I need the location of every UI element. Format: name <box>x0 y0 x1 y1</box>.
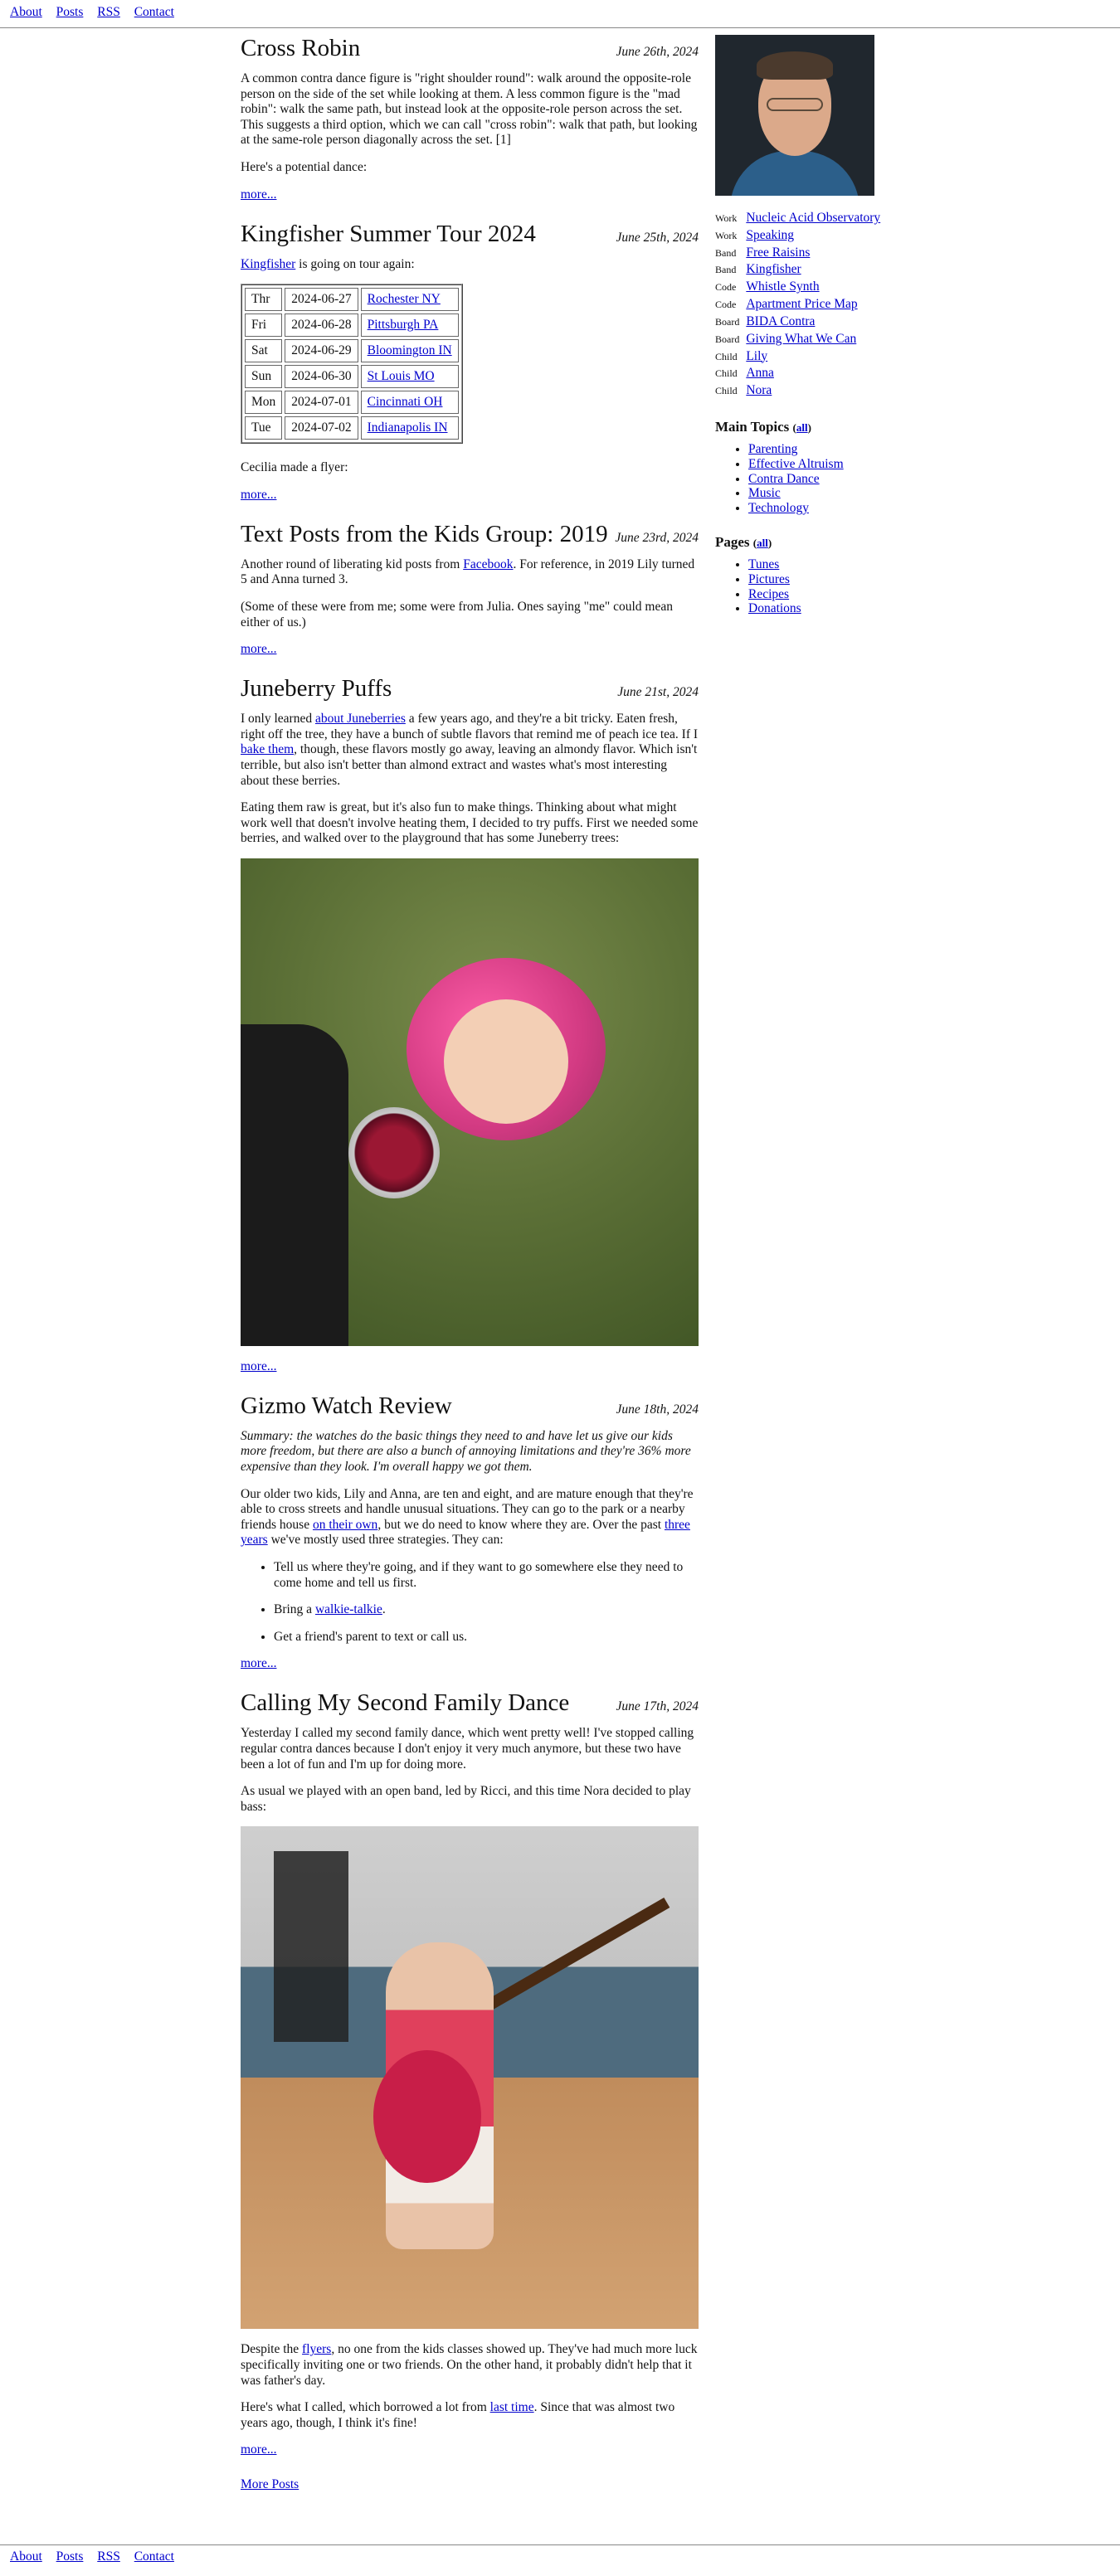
nav-rss-link[interactable]: RSS <box>97 2549 120 2564</box>
text-span: is going on tour again: <box>295 256 415 271</box>
tour-day: Sun <box>245 365 282 388</box>
page-link[interactable]: Donations <box>748 601 801 616</box>
on-their-own-link[interactable]: on their own <box>312 1517 378 1532</box>
text-span: a few years ago, and they're a bit tricky. Eaten fresh, right off the tree, they have a bunch of subtle flavors that remind me of peach ice tea. If I <box>241 712 699 741</box>
role-kind: Band <box>715 264 737 276</box>
role-kind: Board <box>715 315 740 328</box>
post-date: June 26th, 2024 <box>616 45 699 59</box>
portrait-shape <box>730 151 859 196</box>
role-kind: Work <box>715 212 738 224</box>
topic-link[interactable]: Technology <box>748 501 809 516</box>
role-kind: Band <box>715 246 737 259</box>
tour-city <box>361 391 459 414</box>
role-link[interactable]: Free Raisins <box>746 245 811 260</box>
role-value <box>746 383 880 401</box>
more-link[interactable]: more... <box>241 2442 277 2457</box>
role-row <box>715 332 880 349</box>
post-date: June 18th, 2024 <box>616 1402 699 1417</box>
list-item <box>748 442 881 457</box>
tour-table <box>241 284 463 444</box>
role-row <box>715 297 880 314</box>
text-span: Our older two kids, Lily and Anna, are ten and eight, and are mature enough that they're able to cross streets and handle unusual situations. They can go to the park or a nearby friends house <box>241 1486 694 1532</box>
post-date: June 23rd, 2024 <box>615 530 699 545</box>
pages-all-link[interactable]: all <box>757 537 768 549</box>
text-span: Bring a <box>274 1602 315 1617</box>
table-row <box>245 288 459 311</box>
tour-city <box>361 288 459 311</box>
post-summary: Summary: the watches do the basic things they need to and have let us give our kids more freedom, but there are also a bunch of annoying limitations and they're 36% more expensive than they look. I'm overall happy we got them. <box>241 1428 691 1475</box>
kingfisher-link[interactable]: Kingfisher <box>241 256 296 271</box>
more-link[interactable]: more... <box>241 187 277 202</box>
post-title[interactable]: Calling My Second Family Dance <box>241 1689 570 1717</box>
text-span: Another round of liberating kid posts from <box>241 557 464 571</box>
role-kind: Child <box>715 385 738 397</box>
post-paragraph: A common contra dance figure is "right shoulder round": walk around the opposite-role person on the side of the set while looking at them. A less common figure is the "mad robin": walk the same path, but instead look at the opposite-role person across the set. This suggests a third option, which we can call "cross robin": walk that path, but looking at the same-role person diagonally across the set. [1] <box>241 71 698 148</box>
role-value <box>746 297 880 314</box>
list-item: • Get a friend's parent to text or call us. <box>274 1630 699 1645</box>
tour-day: Fri <box>245 313 282 337</box>
photo-shape <box>444 999 568 1124</box>
role-row <box>715 349 880 367</box>
list-item <box>748 457 881 472</box>
table-row <box>245 416 459 440</box>
role-kind: Child <box>715 350 738 362</box>
tour-city-link[interactable]: Rochester NY <box>367 292 441 307</box>
text-span: Here's what I called, which borrowed a lot from <box>241 2400 490 2415</box>
role-kind: Code <box>715 299 737 311</box>
post-paragraph <box>241 1487 699 1548</box>
more-link[interactable]: more... <box>241 642 277 657</box>
role-link[interactable]: Lily <box>746 348 768 363</box>
table-row <box>245 391 459 414</box>
heading-text: Main Topics <box>715 418 790 435</box>
tour-city <box>361 416 459 440</box>
nav-about-link[interactable]: About <box>10 5 42 19</box>
top-divider <box>0 27 1120 28</box>
portrait-shape <box>757 51 833 80</box>
post-title[interactable]: Kingfisher Summer Tour 2024 <box>241 220 536 247</box>
post-paragraph <box>241 2342 699 2389</box>
list-item <box>748 587 881 602</box>
text-span: . <box>382 1602 386 1617</box>
post-kids-group <box>241 518 699 657</box>
post-date: June 21st, 2024 <box>617 685 699 700</box>
roles-table <box>715 211 880 401</box>
tour-day: Mon <box>245 391 282 414</box>
topics-heading <box>715 419 881 435</box>
text-span: , though, these flavors mostly go away, leaving an almondy flavor. Which isn't terrible, but also isn't better than almond extract and wastes what's most interesting about these berries. <box>241 742 698 788</box>
topics-all-link[interactable]: all <box>796 420 808 434</box>
post-paragraph <box>241 557 699 588</box>
text-span: Despite the <box>241 2342 303 2357</box>
tour-day: Tue <box>245 416 282 440</box>
list-item <box>748 486 881 501</box>
all-wrapper: (all) <box>752 537 772 549</box>
role-value <box>746 349 880 367</box>
bake-them-link[interactable]: bake them <box>241 742 295 757</box>
nav-about-link[interactable]: About <box>10 2549 42 2564</box>
photo-shape <box>373 2050 481 2183</box>
role-value <box>746 332 880 349</box>
role-value <box>746 228 880 245</box>
bottom-divider <box>0 2544 1120 2545</box>
post-date: June 17th, 2024 <box>616 1699 699 1714</box>
tour-date: 2024-07-01 <box>285 391 358 414</box>
more-link[interactable]: more... <box>241 1358 277 1373</box>
nav-posts-link[interactable]: Posts <box>56 2549 84 2564</box>
role-row <box>715 211 880 228</box>
role-link[interactable]: Nora <box>746 383 772 398</box>
nav-posts-link[interactable]: Posts <box>56 5 84 19</box>
role-row <box>715 366 880 383</box>
photo-shape <box>348 1107 440 1198</box>
role-row <box>715 279 880 297</box>
post-family-dance <box>241 1686 699 2457</box>
tour-day: Thr <box>245 288 282 311</box>
more-link[interactable]: more... <box>241 487 277 502</box>
list-item <box>748 601 881 616</box>
list-item <box>748 472 881 487</box>
topic-link[interactable]: Effective Altruism <box>748 456 844 471</box>
post-gizmo-watch <box>241 1389 699 1672</box>
table-row <box>245 339 459 362</box>
author-portrait <box>715 35 874 196</box>
text-span: , but we do need to know where they are. Over the past <box>377 1517 665 1532</box>
post-paragraph: As usual we played with an open band, led by Ricci, and this time Nora decided to play bass: <box>241 1784 691 1814</box>
role-kind: Code <box>715 281 737 294</box>
photo-shape <box>470 1898 670 2019</box>
role-link[interactable]: Speaking <box>746 227 795 242</box>
post-paragraph: Here's a potential dance: <box>241 159 368 174</box>
text-span: . Since that was almost two years ago, though, I think it's fine! <box>241 2400 675 2430</box>
topic-link[interactable]: Music <box>748 486 781 501</box>
topic-link[interactable]: Parenting <box>748 441 798 456</box>
post-paragraph: Cecilia made a flyer: <box>241 460 348 475</box>
tour-date: 2024-07-02 <box>285 416 358 440</box>
sidebar <box>715 35 881 616</box>
post-kingfisher-tour <box>241 217 699 503</box>
post-title[interactable]: Text Posts from the Kids Group: 2019 <box>241 520 608 547</box>
bass-photo[interactable] <box>241 1826 699 2329</box>
tour-city-link[interactable]: Pittsburgh PA <box>367 318 439 333</box>
role-kind: Board <box>715 333 740 345</box>
list-item: • Tell us where they're going, and if they want to go somewhere else they need to come home and tell us first. <box>274 1560 699 1591</box>
role-link[interactable]: Giving What We Can <box>746 331 857 346</box>
list-item <box>748 501 881 516</box>
flyers-link[interactable]: flyers <box>302 2342 332 2357</box>
more-link[interactable]: more... <box>241 1656 277 1671</box>
role-value <box>746 279 880 297</box>
pages-list <box>715 557 881 616</box>
bottom-nav <box>10 2549 185 2564</box>
photo-shape <box>241 1024 348 1346</box>
page-link[interactable]: Pictures <box>748 571 790 586</box>
post-title[interactable]: Gizmo Watch Review <box>241 1392 452 1419</box>
list-item <box>748 572 881 587</box>
role-row <box>715 262 880 279</box>
post-paragraph: Yesterday I called my second family dance, which went pretty well! I've stopped calling regular contra dances because I don't enjoy it very much anymore, but these two have been a lot of fun and I'm up for doing more. <box>241 1726 694 1772</box>
role-link[interactable]: Anna <box>746 366 774 381</box>
tour-city-link[interactable]: Cincinnati OH <box>367 395 443 410</box>
post-paragraph: Eating them raw is great, but it's also fun to make things. Thinking about what might work well that doesn't involve heating them, I decided to try puffs. First we needed some berries, and walked over to the playground that has some Juneberry trees: <box>241 800 699 846</box>
role-row <box>715 228 880 245</box>
walkie-talkie-link[interactable]: walkie-talkie <box>314 1602 382 1617</box>
tour-city-link[interactable]: St Louis MO <box>367 369 435 384</box>
role-row <box>715 314 880 332</box>
tour-date: 2024-06-29 <box>285 339 358 362</box>
role-row <box>715 245 880 263</box>
text-span: I only learned <box>241 712 315 727</box>
photo-shape <box>274 1851 348 2042</box>
role-link[interactable]: Kingfisher <box>746 262 801 277</box>
post-paragraph <box>241 2400 699 2431</box>
role-value <box>746 262 880 279</box>
table-row <box>245 313 459 337</box>
tour-date: 2024-06-30 <box>285 365 358 388</box>
post-paragraph <box>241 257 699 273</box>
text-span: we've mostly used three strategies. They can: <box>267 1533 504 1548</box>
role-link[interactable]: Nucleic Acid Observatory <box>746 211 881 225</box>
tour-city-link[interactable]: Indianapolis IN <box>367 420 448 435</box>
nav-contact-link[interactable]: Contact <box>134 5 174 19</box>
juneberry-photo[interactable] <box>241 858 699 1346</box>
tour-date: 2024-06-28 <box>285 313 358 337</box>
post-paragraph <box>241 712 699 789</box>
nav-rss-link[interactable]: RSS <box>97 5 120 19</box>
role-value <box>746 245 880 263</box>
tour-city <box>361 313 459 337</box>
last-time-link[interactable]: last time <box>489 2400 534 2415</box>
portrait-shape <box>767 98 823 111</box>
role-value <box>746 314 880 332</box>
tour-date: 2024-06-27 <box>285 288 358 311</box>
role-value <box>746 366 880 383</box>
post-paragraph: (Some of these were from me; some were from Julia. Ones saying "me" could mean either of us.) <box>241 599 673 629</box>
juneberries-link[interactable]: about Juneberries <box>314 712 406 727</box>
heading-text: Pages <box>715 534 750 550</box>
page-link[interactable]: Tunes <box>748 557 780 571</box>
pages-heading <box>715 534 881 551</box>
role-link[interactable]: Apartment Price Map <box>746 297 858 312</box>
post-date: June 25th, 2024 <box>616 230 699 245</box>
tour-city <box>361 339 459 362</box>
role-row <box>715 383 880 401</box>
role-link[interactable]: Whistle Synth <box>746 279 820 294</box>
nav-contact-link[interactable]: Contact <box>134 2549 174 2564</box>
role-kind: Work <box>715 229 738 241</box>
strategy-list <box>241 1560 699 1645</box>
text-span: . For reference, in 2019 Lily turned 5 and Anna turned 3. <box>241 557 695 587</box>
more-posts-link[interactable]: More Posts <box>241 2477 299 2492</box>
post-juneberry-puffs <box>241 672 699 1374</box>
list-item <box>274 1602 699 1618</box>
all-wrapper: (all) <box>792 420 811 434</box>
post-title[interactable]: Juneberry Puffs <box>241 675 392 702</box>
three-years-link[interactable]: three years <box>241 1517 690 1548</box>
role-value <box>746 211 880 228</box>
role-kind: Child <box>715 367 738 380</box>
role-link[interactable]: BIDA Contra <box>746 313 816 328</box>
topics-list <box>715 442 881 516</box>
tour-day: Sat <box>245 339 282 362</box>
top-nav <box>10 5 185 20</box>
list-item <box>748 557 881 572</box>
post-cross-robin <box>241 32 699 202</box>
page-link[interactable]: Recipes <box>748 586 790 601</box>
tour-city-link[interactable]: Bloomington IN <box>367 343 452 358</box>
text-span: , no one from the kids classes showed up. They've had much more luck specifically inviting one or two friends. On the other hand, it probably didn't help that it was father's day. <box>241 2342 698 2388</box>
post-title[interactable]: Cross Robin <box>241 35 361 61</box>
table-row <box>245 365 459 388</box>
tour-city <box>361 365 459 388</box>
topic-link[interactable]: Contra Dance <box>748 471 820 486</box>
post-list <box>241 32 699 2507</box>
facebook-link[interactable]: Facebook <box>463 557 514 571</box>
